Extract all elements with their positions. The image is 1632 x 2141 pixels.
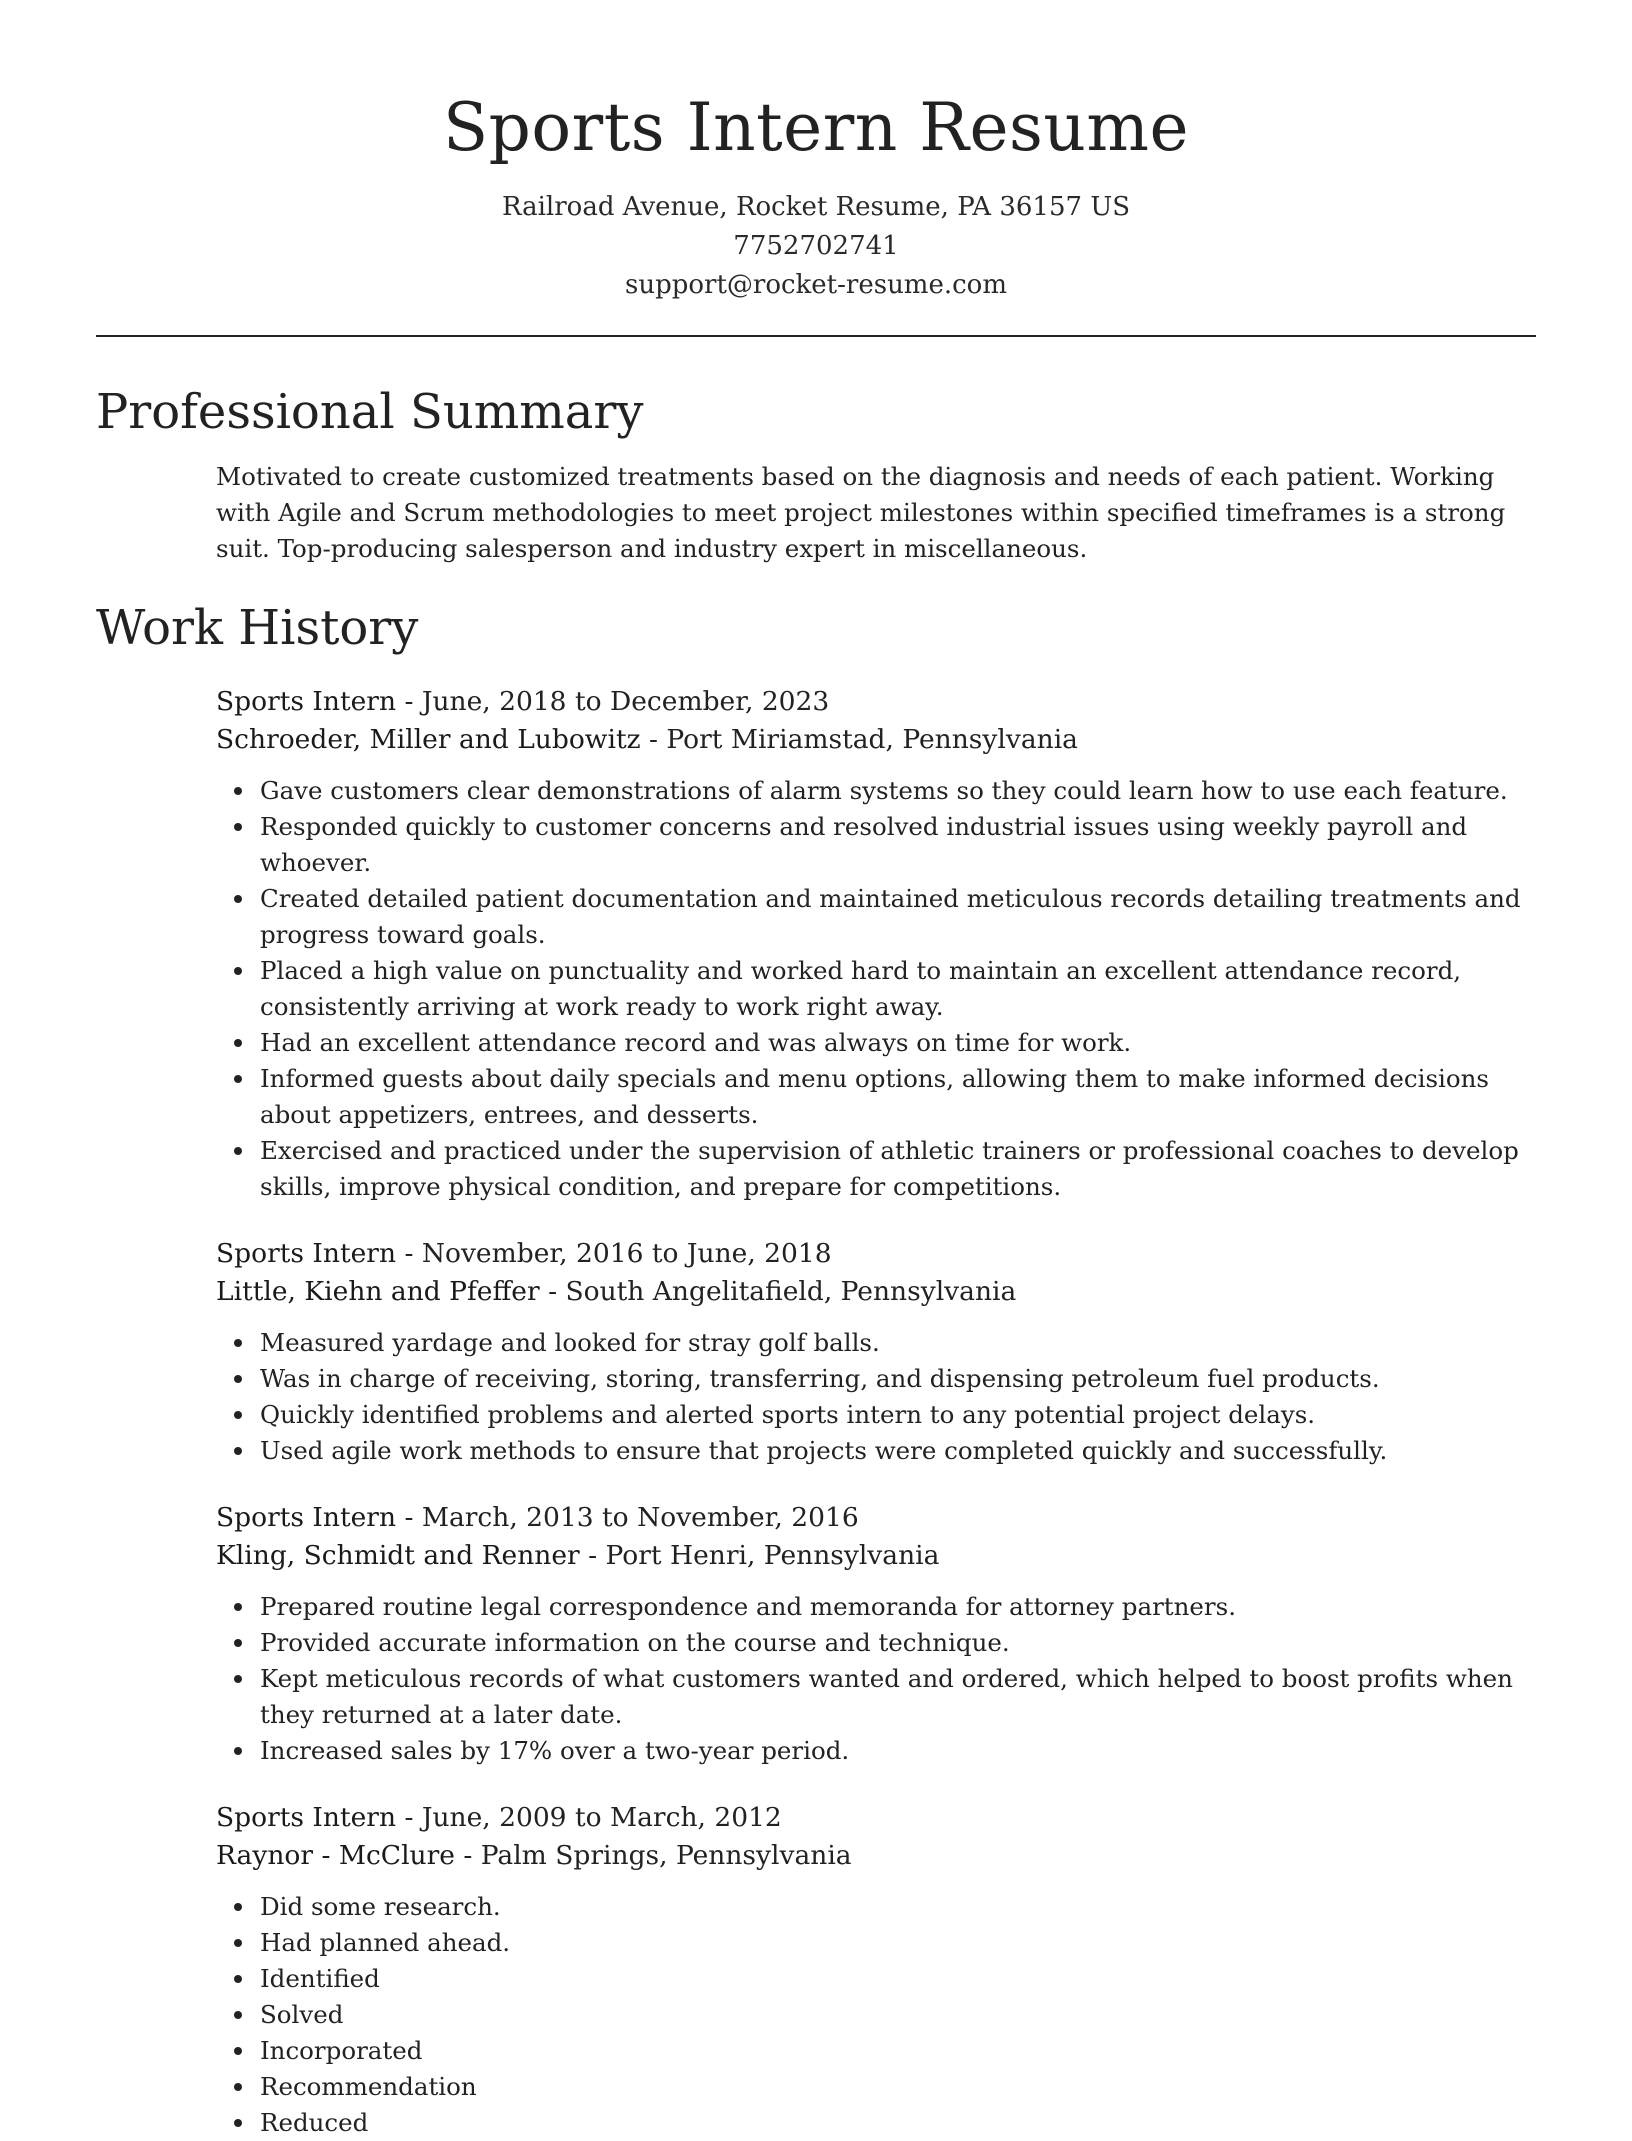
job-bullet: Identified xyxy=(260,1961,1546,1997)
job-bullet: Prepared routine legal correspondence and memoranda for attorney partners. xyxy=(260,1589,1546,1625)
job-bullet: Quickly identified problems and alerted sports intern to any potential project delays. xyxy=(260,1397,1546,1433)
job-entry xyxy=(216,1499,1546,1769)
job-bullet: Reduced xyxy=(260,2105,1546,2141)
job-title-line xyxy=(216,1235,1546,1273)
job-bullet: Had planned ahead. xyxy=(260,1925,1546,1961)
job-bullet-list xyxy=(216,1589,1546,1769)
job-title: Sports Intern xyxy=(216,1802,397,1833)
job-title-line xyxy=(216,1799,1546,1837)
job-bullet: Used agile work methods to ensure that projects were completed quickly and successfully. xyxy=(260,1433,1546,1469)
job-bullet: Provided accurate information on the course and technique. xyxy=(260,1625,1546,1661)
job-dates: - June, 2018 to December, 2023 xyxy=(396,686,830,717)
job-entry xyxy=(216,683,1546,1205)
work-history-section xyxy=(0,595,1632,2141)
job-dates: - March, 2013 to November, 2016 xyxy=(396,1502,859,1533)
contact-email: support@rocket-resume.com xyxy=(624,270,1007,300)
job-location: - South Angelitafield, Pennsylvania xyxy=(539,1276,1017,1307)
contact-phone: 7752702741 xyxy=(733,231,899,261)
contact-address: Railroad Avenue, Rocket Resume, PA 36157 US xyxy=(501,192,1131,222)
job-bullet-list xyxy=(216,1889,1546,2141)
job-title-line xyxy=(216,1499,1546,1537)
job-bullet: Created detailed patient documentation and maintained meticulous records detailing treatments and progress toward goals. xyxy=(260,881,1546,953)
job-bullet: Increased sales by 17% over a two-year period. xyxy=(260,1733,1546,1769)
header-divider xyxy=(96,335,1536,337)
job-bullet: Gave customers clear demonstrations of alarm systems so they could learn how to use each feature. xyxy=(260,773,1546,809)
job-entry xyxy=(216,1799,1546,2141)
job-company: Kling, Schmidt and Renner xyxy=(216,1540,580,1571)
job-bullet: Was in charge of receiving, storing, transferring, and dispensing petroleum fuel products. xyxy=(260,1361,1546,1397)
job-company: Schroeder, Miller and Lubowitz xyxy=(216,724,641,755)
job-bullet: Recommendation xyxy=(260,2069,1546,2105)
job-bullet: Informed guests about daily specials and menu options, allowing them to make informed decisions about appetizers, entrees, and desserts. xyxy=(260,1061,1546,1133)
job-bullet: Did some research. xyxy=(260,1889,1546,1925)
job-company: Raynor - McClure xyxy=(216,1840,455,1871)
job-bullet: Incorporated xyxy=(260,2033,1546,2069)
resume-header xyxy=(0,0,1632,305)
summary-heading: Professional Summary xyxy=(96,384,644,440)
job-bullet: Exercised and practiced under the supervision of athletic trainers or professional coaches to develop skills, improve physical condition, and prepare for competitions. xyxy=(260,1133,1546,1205)
job-bullet-list xyxy=(216,1325,1546,1469)
job-company-line xyxy=(216,1537,1546,1575)
job-bullet: Kept meticulous records of what customers wanted and ordered, which helped to boost profits when they returned at a later date. xyxy=(260,1661,1546,1733)
professional-summary-section xyxy=(0,379,1632,567)
job-bullet: Had an excellent attendance record and was always on time for work. xyxy=(260,1025,1546,1061)
job-location: - Port Henri, Pennsylvania xyxy=(579,1540,940,1571)
resume-title: Sports Intern Resume xyxy=(442,89,1190,166)
job-company-line xyxy=(216,721,1546,759)
job-entry xyxy=(216,1235,1546,1469)
job-bullet-list xyxy=(216,773,1546,1205)
job-location: - Port Miriamstad, Pennsylvania xyxy=(640,724,1078,755)
job-location: - Palm Springs, Pennsylvania xyxy=(454,1840,852,1871)
job-title: Sports Intern xyxy=(216,686,397,717)
job-company-line xyxy=(216,1837,1546,1875)
job-dates: - June, 2009 to March, 2012 xyxy=(396,1802,782,1833)
job-bullet: Placed a high value on punctuality and worked hard to maintain an excellent attendance record, consistently arriving at work ready to work right away. xyxy=(260,953,1546,1025)
job-title: Sports Intern xyxy=(216,1502,397,1533)
job-bullet: Responded quickly to customer concerns and resolved industrial issues using weekly payroll and whoever. xyxy=(260,809,1546,881)
work-history-heading: Work History xyxy=(96,600,419,656)
summary-text: Motivated to create customized treatments based on the diagnosis and needs of each patient. Working with Agile and Scrum methodologies to meet project milestones within specified timeframes is a strong suit. Top-producing salesperson and industry expert in miscellaneous. xyxy=(216,462,1506,563)
job-bullet: Measured yardage and looked for stray golf balls. xyxy=(260,1325,1546,1361)
job-title-line xyxy=(216,683,1546,721)
job-company-line xyxy=(216,1273,1546,1311)
contact-block xyxy=(0,188,1632,305)
job-title: Sports Intern xyxy=(216,1238,397,1269)
job-company: Little, Kiehn and Pfeffer xyxy=(216,1276,540,1307)
job-bullet: Solved xyxy=(260,1997,1546,2033)
job-dates: - November, 2016 to June, 2018 xyxy=(396,1238,832,1269)
